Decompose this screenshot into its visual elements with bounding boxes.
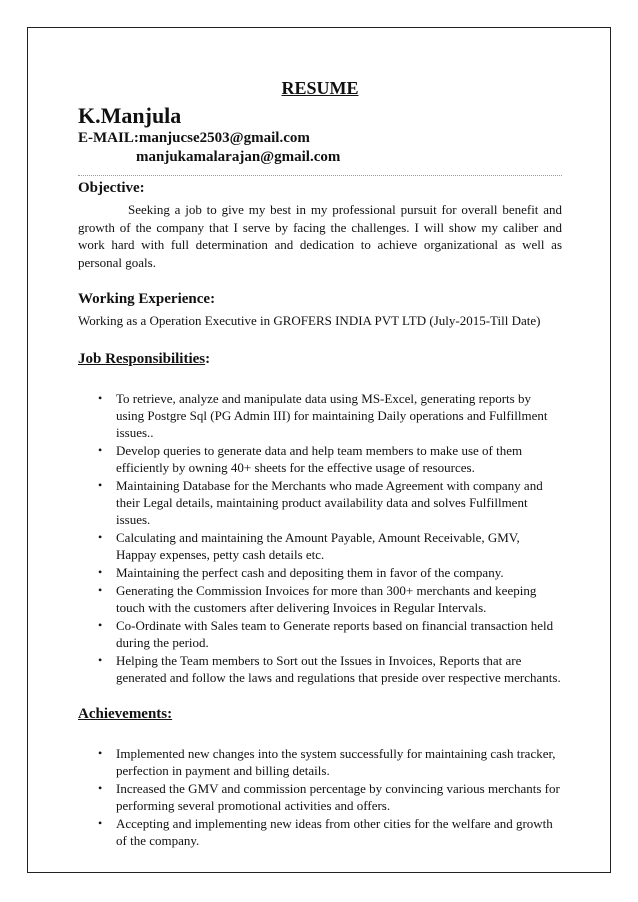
responsibility-item <box>78 477 562 529</box>
dotted-divider <box>78 175 562 176</box>
bullet-icon: • <box>98 815 103 830</box>
achievement-item-text: Accepting and implementing new ideas from other cities for the welfare and growth of the company. <box>116 815 553 848</box>
bullet-icon: • <box>98 582 103 597</box>
experience-text: Working as a Operation Executive in GROFERS INDIA PVT LTD (July-2015-Till Date) <box>78 313 541 328</box>
responsibility-item <box>78 582 562 616</box>
bullet-icon: • <box>98 617 103 632</box>
objective-heading: Objective: <box>78 180 145 196</box>
responsibility-item-text: Co-Ordinate with Sales team to Generate reports based on financial transaction held during the period. <box>116 617 554 650</box>
resume-title: RESUME <box>281 78 359 98</box>
experience-heading: Working Experience: <box>78 291 216 307</box>
resume-document <box>78 70 562 850</box>
responsibility-item-text: Calculating and maintaining the Amount Payable, Amount Receivable, GMV, Happay expenses, petty cash details etc. <box>116 530 520 563</box>
responsibility-item-text: Maintaining Database for the Merchants who made Agreement with company and their Legal details, maintaining product availability data and solves Fulfillment issues. <box>116 478 543 528</box>
bullet-icon: • <box>98 565 103 580</box>
objective-text: Seeking a job to give my best in my professional pursuit for overall benefit and growth of the company that I serve by facing the challenges. I will show my caliber and work hard with full determination and dedication to achieve organizational as well as personal goals. <box>78 202 562 270</box>
achievement-item-text: Increased the GMV and commission percentage by convincing various merchants for performing several promotional activities and offers. <box>116 780 560 814</box>
achievement-item <box>78 780 562 814</box>
responsibility-item-text: Maintaining the perfect cash and depositing them in favor of the company. <box>116 565 504 581</box>
bullet-icon: • <box>98 780 103 795</box>
achievement-item <box>78 745 562 779</box>
bullet-icon: • <box>98 391 103 405</box>
responsibility-item <box>78 617 562 651</box>
achievements-list <box>78 745 562 849</box>
responsibility-item-text: Helping the Team members to Sort out the Issues in Invoices, Reports that are generated and follow the laws and regulations that preside over respective merchants. <box>116 652 561 685</box>
responsibilities-heading <box>78 351 562 368</box>
responsibility-item <box>78 652 562 686</box>
email-label: E-MAIL: <box>78 130 139 146</box>
bullet-icon: • <box>98 652 103 667</box>
bullet-icon: • <box>98 745 103 760</box>
responsibilities-list <box>78 390 562 686</box>
bullet-icon: • <box>98 443 103 458</box>
achievement-item-text: Implemented new changes into the system successfully for maintaining cash tracker, perfection in payment and billing details. <box>116 745 556 779</box>
candidate-name: K.Manjula <box>78 103 182 128</box>
responsibility-item-text: To retrieve, analyze and manipulate data using MS-Excel, generating reports by using Postgre Sql (PG Admin III) for maintaining Daily operations and Fulfillment issues.. <box>116 391 548 441</box>
responsibility-item <box>78 529 562 563</box>
responsibility-item <box>78 564 562 581</box>
email-primary-row <box>78 129 562 148</box>
email-secondary[interactable]: manjukamalarajan@gmail.com <box>136 149 341 165</box>
responsibility-item-text: Generating the Commission Invoices for more than 300+ merchants and keeping touch with the customers after delivering Invoices in Regular Intervals. <box>116 582 537 615</box>
responsibilities-heading-colon: : <box>205 351 211 367</box>
responsibility-item <box>78 442 562 476</box>
bullet-icon: • <box>98 478 103 493</box>
bullet-icon: • <box>98 530 103 545</box>
email-primary[interactable]: manjucse2503@gmail.com <box>138 130 310 146</box>
achievement-item <box>78 815 562 849</box>
responsibility-item-text: Develop queries to generate data and help team members to make use of them efficiently by owning 40+ sheets for the effective usage of resources. <box>116 443 523 476</box>
responsibilities-heading-text: Job Responsibilities <box>78 351 206 367</box>
achievements-heading: Achievements: <box>78 705 173 722</box>
responsibility-item <box>78 390 562 442</box>
